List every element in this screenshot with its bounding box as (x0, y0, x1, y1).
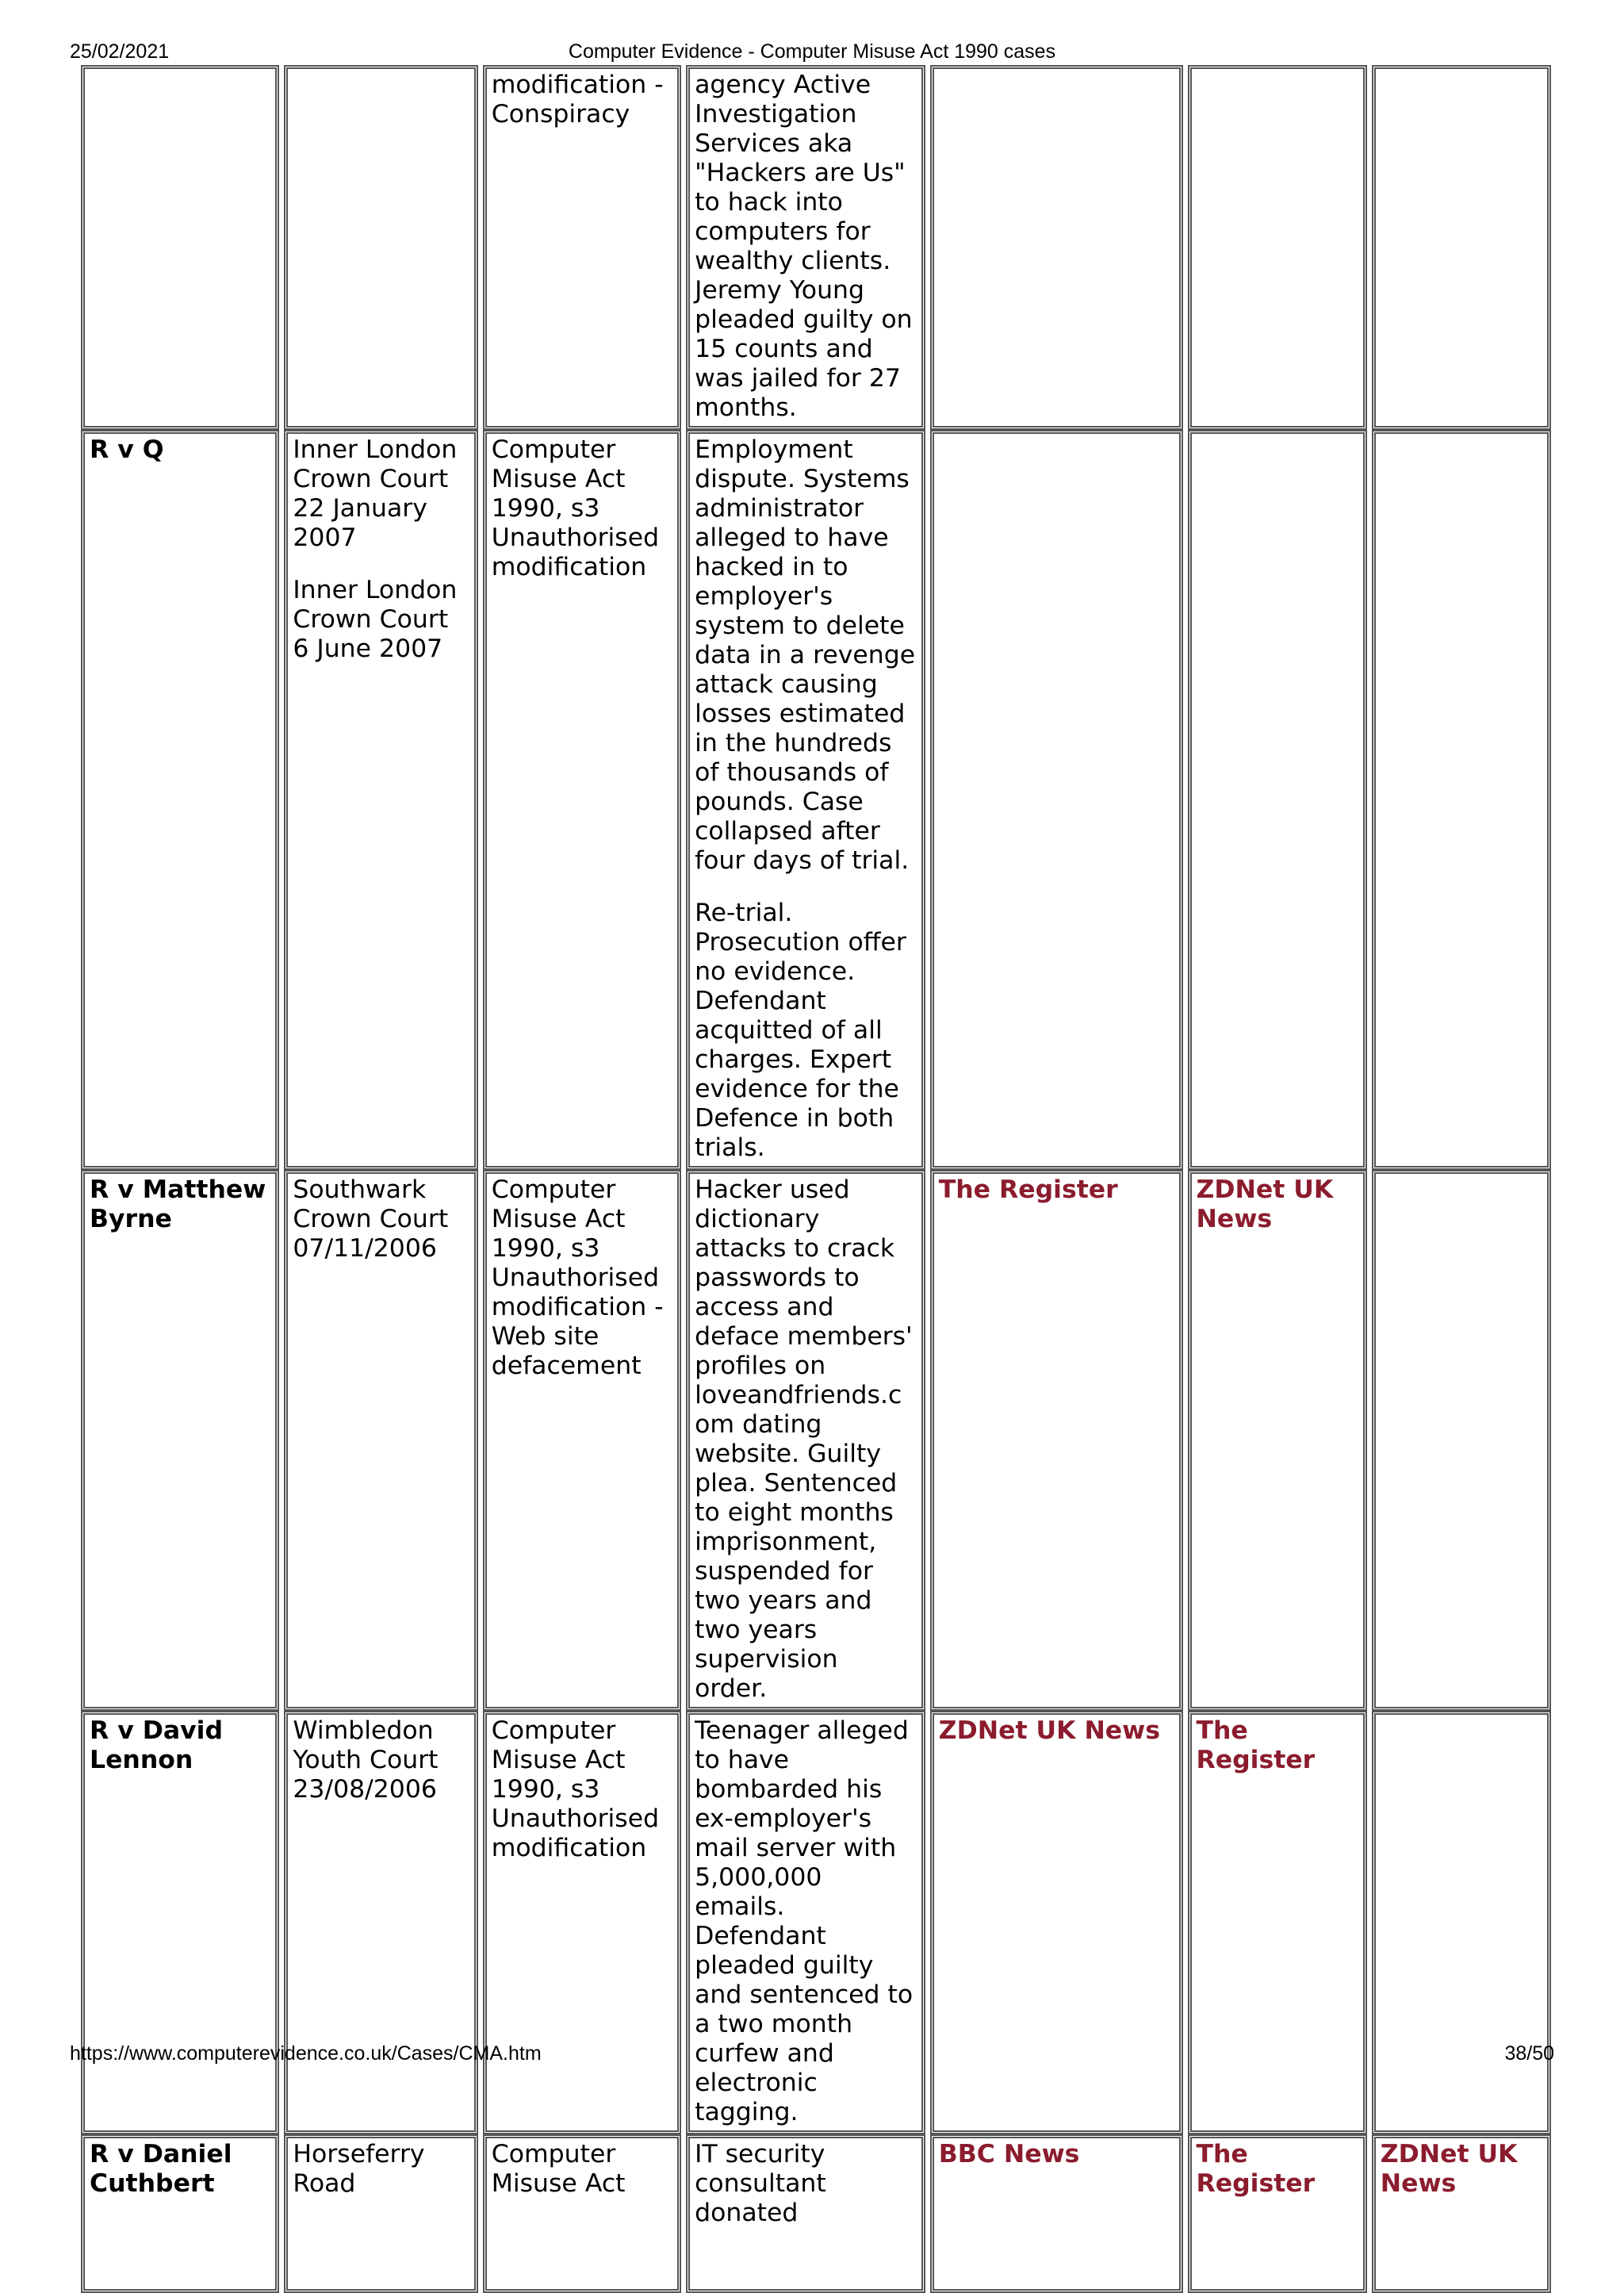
page-url: https://www.computerevidence.co.uk/Cases/CMA.htm (70, 2042, 542, 2065)
case-name: R v David Lennon (81, 1711, 279, 2134)
summary-paragraph: Re-trial. Prosecution offer no evidence. Defendant acquitted of all charges. Expert evidence for the Defence in both trials. (695, 899, 906, 1162)
case-name: R v Matthew Byrne (81, 1170, 279, 1711)
case-name: R v Q (81, 430, 279, 1170)
source-link-cell (930, 1711, 1183, 2134)
source-link-cell (1372, 2134, 1551, 2293)
case-summary (686, 65, 925, 430)
court-date (284, 1711, 477, 2134)
source-link-cell (930, 430, 1183, 1170)
offence: Computer Misuse Act 1990, s3 Unauthorised modification - Web site defacement (483, 1170, 681, 1711)
court-paragraph: Inner London Crown Court 22 January 2007 (293, 435, 458, 552)
offence: modification - Conspiracy (483, 65, 681, 430)
source-link-the-register[interactable]: The Register (1196, 1716, 1316, 1774)
court-date (284, 65, 477, 430)
court-paragraph: Inner London Crown Court 6 June 2007 (293, 576, 458, 663)
table-row (81, 1711, 1551, 2134)
source-link-cell (930, 2134, 1183, 2293)
source-link-cell (1372, 65, 1551, 430)
table-row (81, 65, 1551, 430)
page-number: 38/50 (1504, 2042, 1554, 2065)
summary-paragraph: agency Active Investigation Services aka "Hackers are Us" to hack into computers for wealthy clients. Jeremy Young pleaded guilty on 15 counts and was jailed for 27 months. (695, 71, 913, 422)
summary-paragraph: Employment dispute. Systems administrator alleged to have hacked in to employer's system to delete data in a revenge attack causing losses estimated in the hundreds of thousands of pounds. Case collapsed after four days of trial. (695, 435, 916, 875)
offence: Computer Misuse Act 1990, s3 Unauthorised modification (483, 1711, 681, 2134)
case-name: R v Daniel Cuthbert (81, 2134, 279, 2293)
source-link-cell (1188, 1170, 1367, 1711)
source-link-zdnet[interactable]: ZDNet UK News (938, 1716, 1161, 1745)
table-row (81, 1170, 1551, 1711)
case-summary (686, 2134, 925, 2293)
source-link-cell (1188, 430, 1367, 1170)
court-date (284, 1170, 477, 1711)
court-date (284, 430, 477, 1170)
source-link-zdnet[interactable]: ZDNet UK News (1196, 1175, 1334, 1233)
source-link-cell (1188, 1711, 1367, 2134)
source-link-the-register[interactable]: The Register (1196, 2140, 1316, 2198)
source-link-cell (930, 1170, 1183, 1711)
offence: Computer Misuse Act (483, 2134, 681, 2293)
case-summary (686, 1711, 925, 2134)
case-name (81, 65, 279, 430)
case-summary (686, 1170, 925, 1711)
source-link-cell (1372, 430, 1551, 1170)
court-paragraph: Southwark Crown Court 07/11/2006 (293, 1175, 449, 1263)
page-title: Computer Evidence - Computer Misuse Act 1990 cases (568, 40, 1056, 63)
source-link-cell (930, 65, 1183, 430)
table-row (81, 430, 1551, 1170)
source-link-cell (1372, 1170, 1551, 1711)
offence: Computer Misuse Act 1990, s3 Unauthorised modification (483, 430, 681, 1170)
court-paragraph: Horseferry Road (293, 2140, 425, 2198)
print-date: 25/02/2021 (70, 40, 170, 63)
source-link-cell (1188, 65, 1367, 430)
table-row (81, 2134, 1551, 2293)
source-link-bbc-news[interactable]: BBC News (938, 2140, 1080, 2168)
source-link-cell (1188, 2134, 1367, 2293)
court-date (284, 2134, 477, 2293)
summary-paragraph: IT security consultant donated (695, 2140, 826, 2227)
summary-paragraph: Hacker used dictionary attacks to crack passwords to access and deface members' profiles on loveandfriends.com dating website. Guilty plea. Sentenced to eight months imprisonment, suspended for two years and two years supervision order. (695, 1175, 913, 1703)
source-link-cell (1372, 1711, 1551, 2134)
summary-paragraph: Teenager alleged to have bombarded his ex-employer's mail server with 5,000,000 emails. Defendant pleaded guilty and sentenced to a two month curfew and electronic tagging. (695, 1716, 914, 2126)
case-summary (686, 430, 925, 1170)
cases-table (76, 65, 1556, 2293)
source-link-zdnet[interactable]: ZDNet UK News (1380, 2140, 1518, 2198)
court-paragraph: Wimbledon Youth Court 23/08/2006 (293, 1716, 439, 1804)
source-link-the-register[interactable]: The Register (938, 1175, 1118, 1204)
